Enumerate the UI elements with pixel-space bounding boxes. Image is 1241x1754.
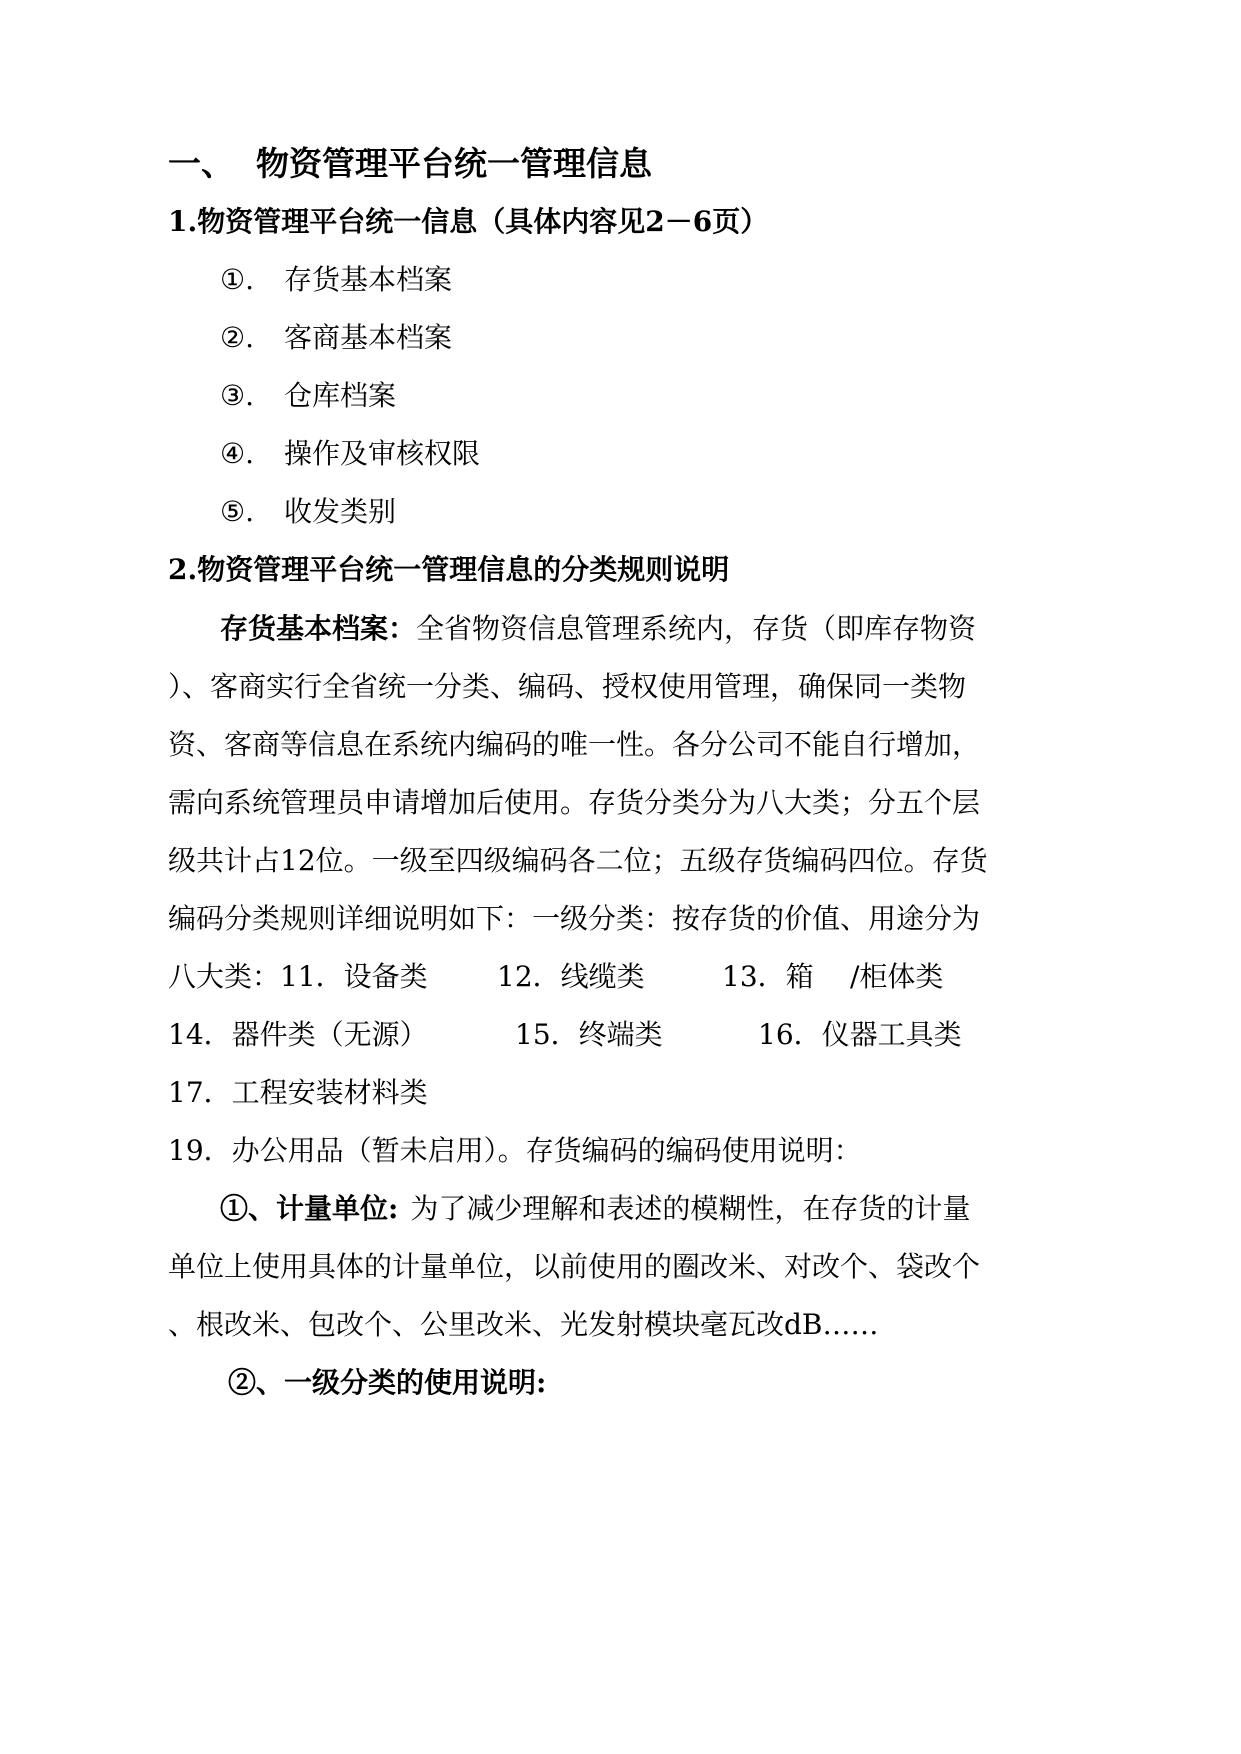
- paragraph-line: 需向系统管理员申请增加后使用。存货分类分为八大类；分五个层: [168, 786, 981, 819]
- list-text: 存货基本档案: [284, 263, 453, 296]
- paragraph-line: ）、客商实行全省统一分类、编码、授权使用管理，确保同一类物: [168, 670, 967, 703]
- list-marker: ①.: [220, 263, 255, 296]
- category-item: 12．线缆类: [497, 960, 645, 993]
- list-text: 仓库档案: [284, 379, 397, 412]
- paragraph-line: [220, 1189, 970, 1229]
- list-marker: ②.: [220, 321, 255, 354]
- paragraph-line: 资、客商等信息在系统内编码的唯一性。各分公司不能自行增加，: [168, 728, 981, 761]
- category-item: 17．工程安装材料类: [168, 1076, 428, 1109]
- heading-number: 一、: [168, 144, 234, 183]
- list-item: [220, 492, 396, 532]
- list-marker: ⑤.: [220, 495, 255, 528]
- paragraph-line: 级共计占12位。一级至四级编码各二位；五级存货编码四位。存货: [168, 844, 988, 877]
- category-item: 15．终端类: [515, 1018, 663, 1051]
- section1-title: 1.物资管理平台统一信息（具体内容见2－6页）: [168, 205, 769, 238]
- category-item: /柜体类: [850, 960, 944, 993]
- category-item: 14．器件类（无源）: [168, 1018, 428, 1051]
- paragraph-text: 全省物资信息管理系统内，存货（即库存物资: [416, 612, 977, 645]
- main-heading: [168, 144, 652, 184]
- list-item: [220, 318, 452, 358]
- subsection-label: ②、一级分类的使用说明:: [228, 1366, 547, 1399]
- list-marker: ③.: [220, 379, 255, 412]
- list-item: [220, 376, 396, 416]
- list-item: [220, 434, 480, 474]
- list-marker: ④.: [220, 437, 255, 470]
- paragraph-line: 单位上使用具体的计量单位，以前使用的圈改米、对改个、袋改个: [168, 1250, 981, 1283]
- list-text: 操作及审核权限: [284, 437, 481, 470]
- category-item: 八大类：11．设备类: [168, 960, 428, 993]
- paragraph-label: 存货基本档案：: [220, 612, 417, 645]
- paragraph-line: 编码分类规则详细说明如下：一级分类：按存货的价值、用途分为: [168, 902, 981, 935]
- unit-label: ①、计量单位:: [220, 1192, 399, 1225]
- list-item: [220, 260, 452, 300]
- section2-title: 2.物资管理平台统一管理信息的分类规则说明: [168, 553, 730, 586]
- category-item: 19．办公用品（暂未启用）。存货编码的编码使用说明：: [168, 1134, 862, 1167]
- list-text: 收发类别: [284, 495, 397, 528]
- heading-title: 物资管理平台统一管理信息: [256, 144, 652, 183]
- category-item: 16．仪器工具类: [758, 1018, 962, 1051]
- category-item: 13．箱: [722, 960, 814, 993]
- paragraph-line: [220, 609, 976, 649]
- unit-text: 为了减少理解和表述的模糊性，在存货的计量: [410, 1192, 971, 1225]
- paragraph-line: 、根改米、包改个、公里改米、光发射模块毫瓦改dB……: [168, 1308, 879, 1341]
- list-text: 客商基本档案: [284, 321, 453, 354]
